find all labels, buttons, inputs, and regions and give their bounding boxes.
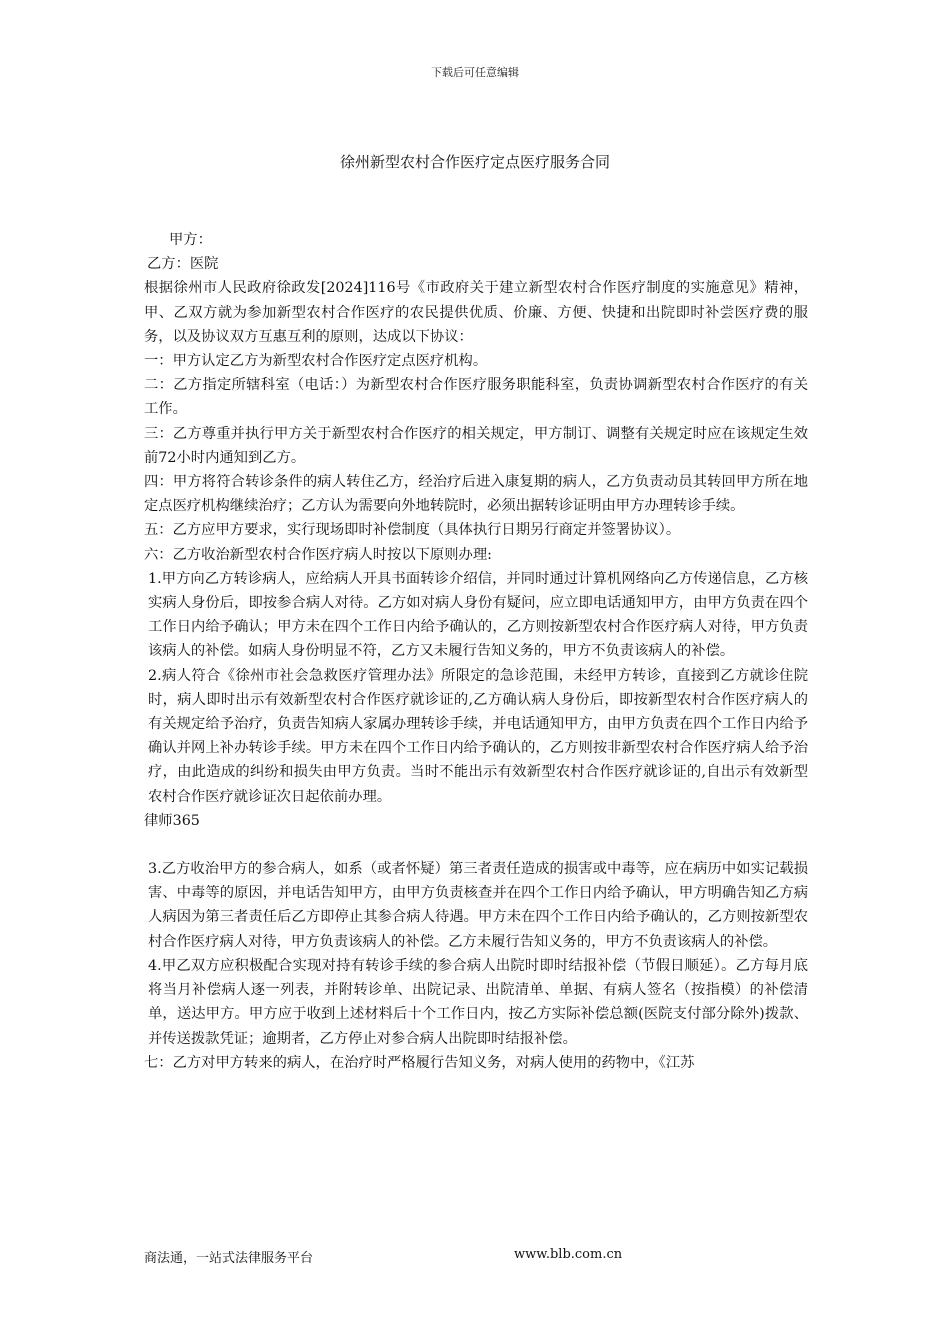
footer-platform-name: 商法通，一站式法律服务平台 (144, 1251, 314, 1266)
clause-1: 一：甲方认定乙方为新型农村合作医疗定点医疗机构。 (144, 353, 488, 370)
document-title: 徐州新型农村合作医疗定点医疗服务合同 (339, 153, 610, 171)
inline-watermark-text: 律师365 (144, 812, 200, 829)
clause-2: 二：乙方指定所辖科室（电话：）为新型农村合作医疗服务职能科室，负责协调新型农村合作医疗的有关工作。 (144, 377, 808, 418)
clause-3: 三：乙方尊重并执行甲方关于新型农村合作医疗的相关规定，甲方制订、调整有关规定时应在该规定生效前72小时内通知到乙方。 (144, 425, 808, 466)
clause-5: 五：乙方应甲方要求，实行现场即时补偿制度（具体执行日期另行商定并签署协议）。 (144, 522, 681, 539)
document-body (144, 228, 808, 1075)
party-b-line: 乙方：医院 (147, 256, 219, 273)
header-note: 下载后可任意编辑 (431, 66, 519, 79)
clause-6: 六：乙方收治新型农村合作医疗病人时按以下原则办理: (144, 546, 492, 563)
clause-6-item-1: 1.甲方向乙方转诊病人，应给病人开具书面转诊介绍信，并同时通过计算机网络向乙方传递信息，乙方核实病人身份后，即按参合病人对待。乙方如对病人身份有疑问，应立即电话通知甲方，由甲方负责在四个工作日内给予确认；甲方未在四个工作日内给予确认的，乙方则按新型农村合作医疗病人对待，甲方负责该病人的补偿。如病人身份明显不符，乙方又未履行告知义务的，甲方不负责该病人的补偿。 (148, 570, 808, 660)
clause-6-item-4: 4.甲乙双方应积极配合实现对持有转诊手续的参合病人出院时即时结报补偿（节假日顺延）。乙方每月底将当月补偿病人逐一列表，并附转诊单、出院记录、出院清单、单据、有病人签名（按指模）的补偿清单，送达甲方。甲方应于收到上述材料后十个工作日内，按乙方实际补偿总额(医院支付部分除外)拨款、并传送拨款凭证；逾期者，乙方停止对参合病人出院即时结报补偿。 (148, 957, 808, 1047)
clause-7: 七：乙方对甲方转来的病人，在治疗时严格履行告知义务，对病人使用的药物中，《江苏 (144, 1054, 695, 1071)
clause-4: 四：甲方将符合转诊条件的病人转住乙方，经治疗后进入康复期的病人，乙方负责动员其转回甲方所在地定点医疗机构继续治疗；乙方认为需要向外地转院时，必须出据转诊证明由甲方办理转诊手续。 (144, 474, 808, 515)
clause-6-item-2: 2.病人符合《徐州市社会急救医疗管理办法》所限定的急诊范围，未经甲方转诊，直接到乙方就诊住院时，病人即时出示有效新型农村合作医疗就诊证的,乙方确认病人身份后，即按新型农村合作医疗病人的有关规定给予治疗，负责告知病人家属办理转诊手续，并电话通知甲方，由甲方负责在四个工作日内给予确认并网上补办转诊手续。甲方未在四个工作日内给予确认的，乙方则按非新型农村合作医疗病人给予治疗，由此造成的纠纷和损失由甲方负责。当时不能出示有效新型农村合作医疗就诊证的,自出示有效新型农村合作医疗就诊证次日起依前办理。 (148, 667, 808, 805)
preamble-paragraph: 根据徐州市人民政府徐政发[2024]116号《市政府关于建立新型农村合作医疗制度的实施意见》精神，甲、乙双方就为参加新型农村合作医疗的农民提供优质、价廉、方便、快捷和出院即时补尝医疗费的服务，以及协议双方互惠互利的原则，达成以下协议： (144, 280, 808, 345)
footer-website-link[interactable]: www.blb.com.cn (514, 1247, 623, 1262)
clause-6-item-3: 3.乙方收治甲方的参合病人，如系（或者怀疑）第三者责任造成的损害或中毒等，应在病历中如实记载损害、中毒等的原因，并电话告知甲方，由甲方负责核查并在四个工作日内给予确认，甲方明确告知乙方病人病因为第三者责任后乙方即停止其参合病人待遇。甲方未在四个工作日内给予确认的，乙方则按新型农村合作医疗病人对待，甲方负责该病人的补偿。乙方未履行告知义务的，甲方不负责该病人的补偿。 (148, 861, 808, 950)
blank-line (144, 833, 808, 857)
party-a-line: 甲方： (169, 232, 212, 248)
